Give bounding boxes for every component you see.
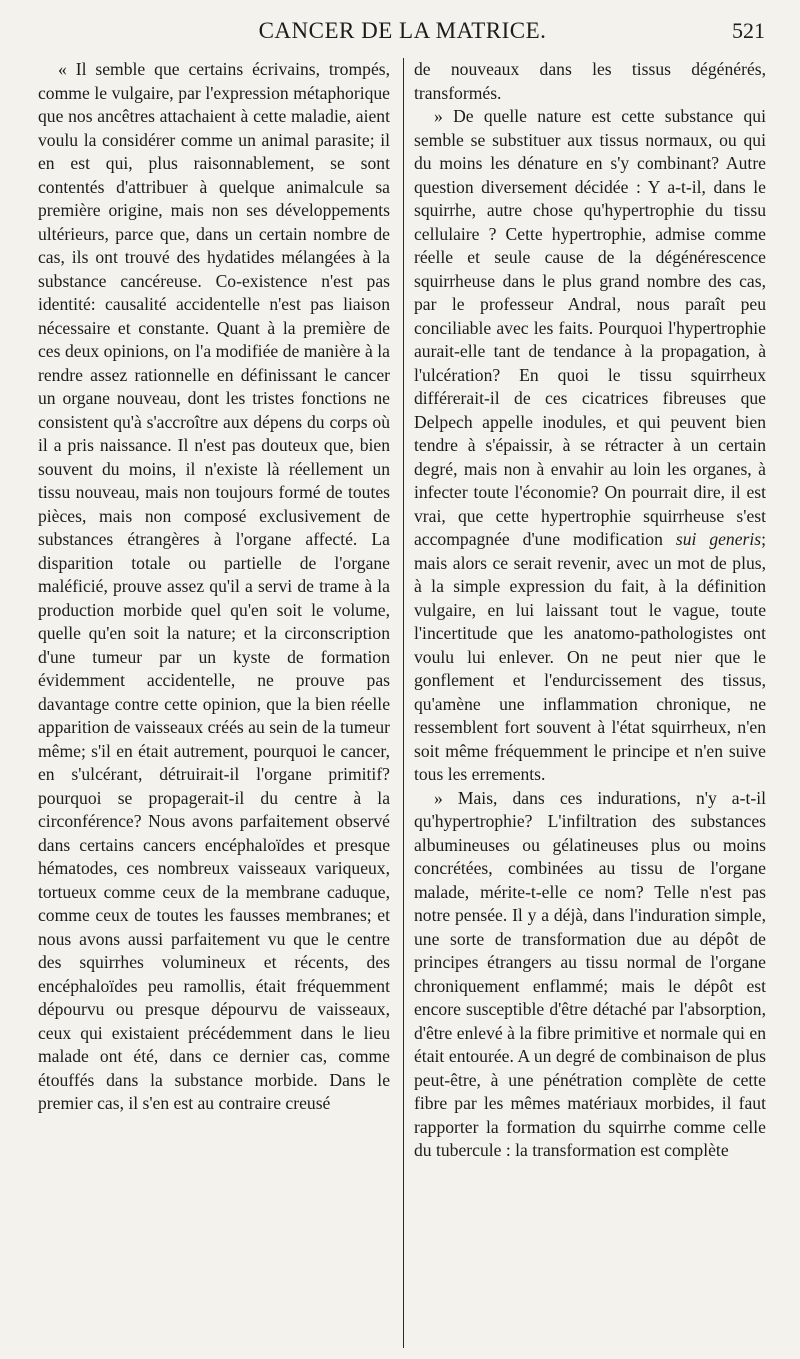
paragraph: de nouveaux dans les tissus dégénérés, transformés. xyxy=(414,59,766,103)
paragraph xyxy=(414,105,766,787)
italic-term: sui generis xyxy=(675,529,762,549)
text-run: » De quelle nature est cette substance qui semble se substituer aux tissus normaux, ou qui du moins les dénature en s'y combinant? Autre question diversement décidée : Y a-t-il, dans le squirrhe, autre chose qu'hypertrophie du tissu cellulaire ? Cette hypertrophie, admise comme réelle et seule cause de la dégénérescence squirrheuse dans le plus grand nombre des cas, par le professeur Andral, nous paraît peu conciliable avec les faits. Pourquoi l'hypertrophie aurait-elle tant de tendance à la propagation, à l'ulcération? En quoi le tissu squirrheux différerait-il de ces cicatrices fibreuses que Delpech appelle inodules, et qui peuvent bien tendre à s'épaissir, à se rétracter à un certain degré, mais non à envahir au loin les organes, à infecter toute l'économie? On pourrait dire, il est vrai, que cette hypertrophie squirrheuse s'est accompagnée d'une modification xyxy=(414,106,766,549)
text-columns xyxy=(38,58,768,1348)
page-header xyxy=(40,18,765,48)
left-column xyxy=(38,58,390,1116)
page-number: 521 xyxy=(732,18,765,43)
text-run: ; mais alors ce serait revenir, avec un mot de plus, à la simple expression du fait, à la définition vulgaire, en lui laissant tout le vague, toute l'incertitude que les anatomo-pathologistes ont voulu lui enlever. On ne peut nier que le gonflement et l'endurcissement des tissus, qu'amène une inflammation chronique, ne ressemblent fort souvent à l'état squirrheux, n'en soit même fréquemment le principe et n'en suive tous les errements. xyxy=(414,529,767,784)
paragraph: » Mais, dans ces indurations, n'y a-t-il qu'hypertrophie? L'infiltration des substances albumineuses ou gélatineuses plus ou moins concrétées, combinées au tissu de l'organe malade, mérite-t-elle ce nom? Telle n'est pas notre pensée. Il y a déjà, dans l'induration simple, une sorte de transformation due au dépôt de principes étrangers au tissu normal de l'organe chroniquement enflammé; mais le dépôt est encore susceptible d'être détaché par l'absorption, d'être enlevé à la fibre primitive et normale qui en était entourée. A un degré de combinaison de plus peut-être, à une pénétration complète de cette fibre par les mêmes matériaux morbides, il faut rapporter la formation du squirrhe comme celle du tubercule : la transformation est complète xyxy=(414,787,766,1160)
running-title: CANCER DE LA MATRICE. xyxy=(258,18,547,43)
paragraph: « Il semble que certains écrivains, trompés, comme le vulgaire, par l'expression métaphorique que nos ancêtres attachaient à cette maladie, aient voulu la considérer comme un animal parasite; il en est qui, plus raisonnablement, se sont contentés d'attribuer à quelque animalcule sa première origine, mais non ses développements ultérieurs, parce que, dans un certain nombre de cas, ils ont trouvé des hydatides mélangées à la substance cancéreuse. Co-existence n'est pas identité: causalité accidentelle n'est pas liaison nécessaire et constante. Quant à la première de ces deux opinions, on l'a modifiée de manière à la rendre assez rationnelle en définissant le cancer un organe nouveau, dont les tristes fonctions ne consistent qu'à s'accroître aux dépens du corps où il a pris naissance. Il n'est pas douteux que, bien souvent du moins, il n'existe là réellement un tissu nouveau, mais non toujours formé de toutes pièces, mais non composé exclusivement de substances étrangères à l'organe affecté. La disparition totale ou partielle de l'organe maléficié, prouve assez qu'il a servi de trame à la production morbide quel qu'en soit le volume, quelle qu'en soit la nature; et la circonscription d'une tumeur par un kyste de formation évidemment accidentelle, ne prouve pas davantage contre cette opinion, que la bien réelle apparition de vaisseaux créés au sein de la tumeur même; s'il en était autrement, pourquoi le cancer, en s'ulcérant, détruirait-il l'organe primitif? pourquoi se propagerait-il du centre à la circonférence? Nous avons parfaitement observé dans certains cancers encéphaloïdes et presque hématodes, ces nombreux vaisseaux variqueux, tortueux comme ceux de la membrane caduque, comme ceux de toutes les fausses membranes; et nous avons aussi parfaitement vu que le centre des squirrhes volumineux et récents, des encéphaloïdes peu ramollis, était fréquemment dépourvu ou presque dépourvu de vaisseaux, ceux qui existaient précédemment dans le lieu malade ont été, dans ce dernier cas, comme étouffés dans la substance morbide. Dans le premier cas, il s'en est au contraire creusé xyxy=(38,59,390,1113)
right-column xyxy=(414,58,766,1163)
